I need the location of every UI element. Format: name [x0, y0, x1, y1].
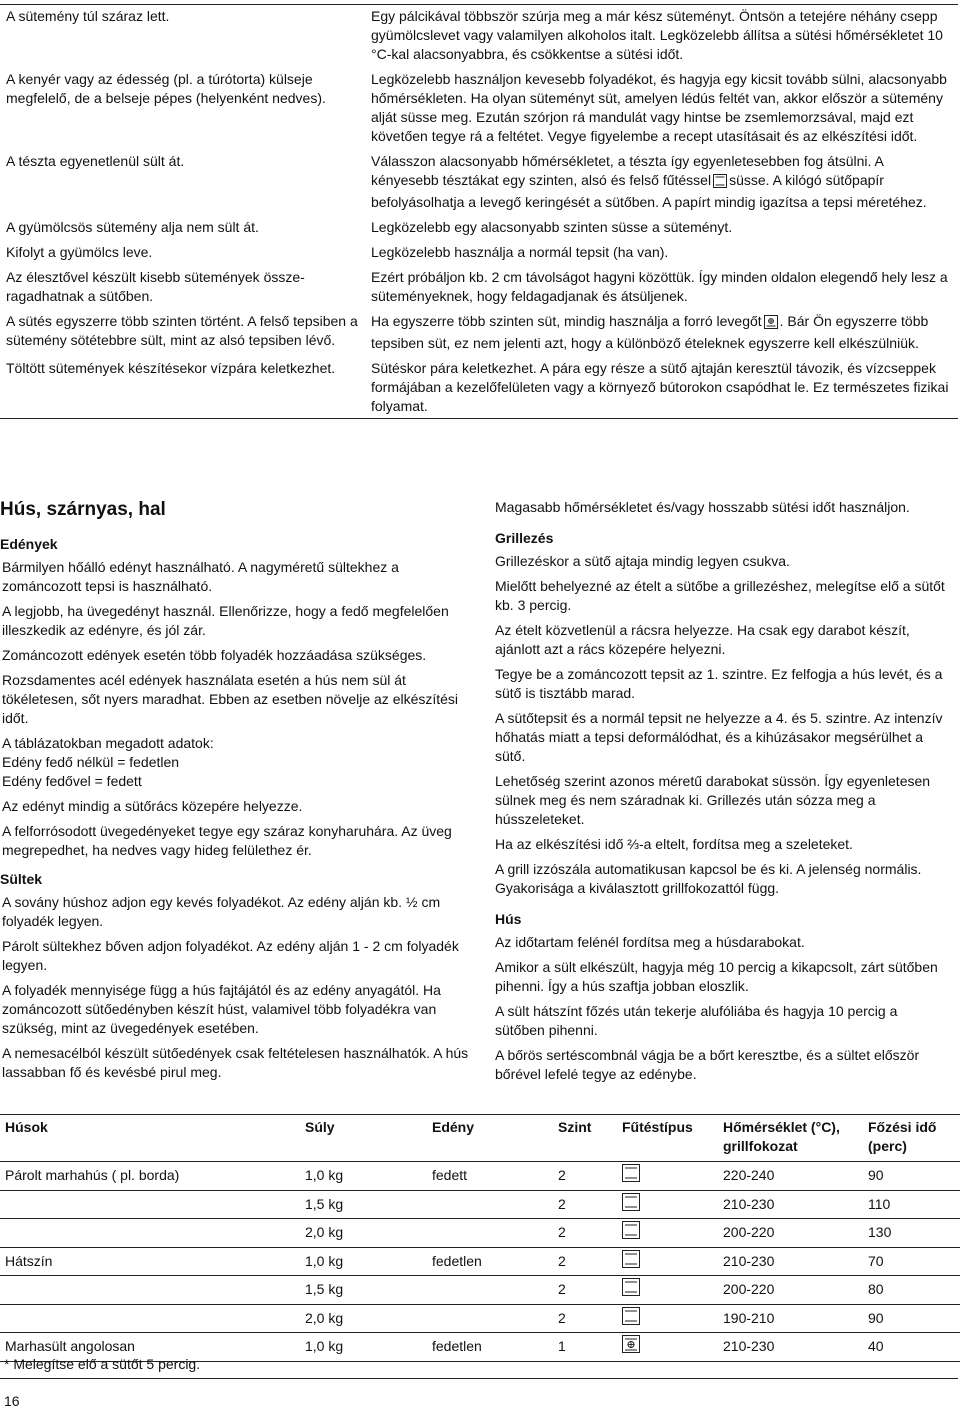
cell-weight: 1,5 kg: [305, 1281, 344, 1298]
paragraph: Ha az elkészítési idő ⅔-a eltelt, fordítsa meg a szeleteket.: [495, 836, 853, 852]
table-row: [0, 312, 958, 359]
top-bottom-heat-icon: [622, 1278, 640, 1301]
cell-time: 80: [868, 1281, 884, 1298]
header-temp: Hőmérséklet (°C), grillfokozat: [723, 1119, 840, 1154]
table-row: [0, 5, 958, 70]
cell-level: 2: [558, 1224, 566, 1241]
cell-temp: 210-230: [723, 1252, 775, 1269]
table-row: [0, 1305, 960, 1334]
table-row: [0, 152, 958, 218]
cell-heating: [617, 1335, 718, 1358]
solution-text-part: Válasszon alacsonyabb hőmérsékletet, a tészta így egyenletesebben fog átsülni. A kényesebb tésztákat egy szinten, alsó és felső fűtéssel: [371, 153, 884, 188]
paragraph: A sütőtepsit és a normál tepsit ne helyezze a 4. és 5. szintre. Az intenzív hőhatás miatt a tepsi deformálódhat, és a kihúzásakor megsérülhet a sütő.: [495, 710, 943, 764]
troubleshooting-table: [0, 4, 958, 419]
problem-text: A sütés egyszerre több szinten történt. A felső tepsiben a sütemény sötétebbre sült, mint az alsó tepsiben lévő.: [6, 313, 358, 348]
cell-time: 130: [868, 1224, 892, 1241]
paragraph: A sült hátszínt főzés után tekerje alufóliába és hagyja 10 percig a sütőben pihenni.: [495, 1003, 898, 1038]
top-bottom-heat-icon: [622, 1307, 640, 1330]
solution-text: Ezért próbáljon kb. 2 cm távolságot hagyni közöttük. Így minden oldalon elegendő hely lesz a süteményeknek, hogy feldagadjanak és átsüljenek.: [371, 269, 948, 304]
solution-text-part: süsse. A kilógó sütőpapír befolyásolhatja a levegő keringését a sütőben. A papírt mindig igazítsa a tepsi méretéhez.: [371, 172, 927, 210]
cell-level: 2: [558, 1281, 566, 1298]
problem-text: A kenyér vagy az édesség (pl. a túrótorta) külseje megfelelő, de a belseje pépes (helyenként nedves).: [6, 71, 326, 106]
cell-weight: 2,0 kg: [305, 1224, 344, 1241]
problem-text: Töltött sütemények készítésekor vízpára keletkezhet.: [6, 360, 336, 376]
cell-level: 2: [558, 1252, 566, 1269]
table-row: [0, 1276, 960, 1305]
subsection-title-sultek: Sültek: [0, 871, 43, 887]
top-bottom-heat-icon: [622, 1193, 640, 1216]
hot-air-icon: [764, 315, 778, 334]
paragraph: A sovány húshoz adjon egy kevés folyadékot. Az edény alján kb. ½ cm folyadék legyen.: [2, 894, 441, 929]
paragraph: Grillezéskor a sütő ajtaja mindig legyen csukva.: [495, 553, 790, 569]
cell-weight: 1,0 kg: [305, 1167, 344, 1184]
cell-time: 90: [868, 1167, 884, 1184]
table-row: [0, 243, 958, 268]
meat-table: [0, 1114, 960, 1362]
paragraph: Az ételt közvetlenül a rácsra helyezze. Ha csak egy darabot készít, ajánlott azt a rács közepére helyezni.: [495, 622, 910, 657]
subsection-title-edenyek: Edények: [0, 536, 58, 552]
table-row: [0, 268, 958, 312]
header-dish: Edény: [432, 1119, 475, 1135]
header-level: Szint: [558, 1119, 592, 1135]
cell-level: 2: [558, 1309, 566, 1326]
problem-text: Az élesztővel készült kisebb sütemények összeragadhatnak a sütőben.: [6, 269, 305, 304]
top-bottom-heat-icon: [713, 174, 727, 193]
paragraph: Rozsdamentes acél edények használata esetén a hús nem sül át tökéletesen, sőt nyers maradhat. Ebben az esetben növelje az elkészítési időt.: [2, 672, 459, 726]
top-bottom-heat-icon: [622, 1250, 640, 1273]
solution-text: Sütéskor pára keletkezhet. A pára egy része a sütő ajtaján keresztül távozik, és vízcseppek formájában a kezelőfelületen vagy a környező bútorokon csapódhat le. Ez természetes fizikai folyamat.: [371, 360, 949, 414]
problem-text: Kifolyt a gyümölcs leve.: [6, 244, 153, 260]
solution-text-part: Ha egyszerre több szinten süt, mindig használja a forró levegőt: [371, 313, 762, 329]
paragraph: A felforrósodott üvegedényeket tegye egy száraz konyharuhára. Az üveg megrepedhet, ha nedves vagy hideg felülethez ér.: [2, 823, 452, 858]
cell-heating: [617, 1164, 718, 1187]
solution-text: Egy pálcikával többször szúrja meg a már kész süteményt. Öntsön a tetejére néhány csepp gyümölcslevet vagy valamilyen alkoholos italt. Legközelebb állítsa a sütési hőmérsékletet 10 °C-kal alacsonyabbra, és csökkentse a sütési időt.: [371, 8, 943, 62]
paragraph: Tegye be a zománcozott tepsit az 1. szintre. Ez felfogja a hús levét, és a sütő is tisztább marad.: [495, 666, 943, 701]
cell-temp: 210-230: [723, 1195, 775, 1212]
paragraph: A bőrös sertéscombnál vágja be a bőrt keresztbe, és a sültet először bőrével lefelé tegye az edénybe.: [495, 1047, 920, 1082]
cell-weight: 1,5 kg: [305, 1195, 344, 1212]
cell-meat: Hátszín: [5, 1252, 53, 1269]
solution-text: [371, 312, 950, 353]
footnote: * Melegítse elő a sütőt 5 percig.: [4, 1356, 201, 1372]
cell-weight: 1,0 kg: [305, 1338, 344, 1355]
table-row: [0, 1248, 960, 1277]
cell-meat: Párolt marhahús ( pl. borda): [5, 1167, 180, 1184]
table-row: [0, 359, 958, 418]
cell-temp: 210-230: [723, 1338, 775, 1355]
paragraph: A grill izzószála automatikusan kapcsol be és ki. A jelenség normális. Gyakorisága a kiválasztott grillfokozattól függ.: [495, 861, 922, 896]
paragraph: Az időtartam felénél fordítsa meg a húsdarabokat.: [495, 934, 805, 950]
top-bottom-heat-icon: [622, 1221, 640, 1244]
footer-divider: [0, 1378, 958, 1379]
problem-text: A sütemény túl száraz lett.: [6, 8, 170, 24]
paragraph: Lehetőség szerint azonos méretű darabokat süssön. Így egyenletesen sülnek meg és nem száradnak ki. Grillezés után sózza meg a hússzeleteket.: [495, 773, 931, 827]
table-row: [0, 70, 958, 152]
cell-heating: [617, 1278, 718, 1301]
cell-dish: fedett: [432, 1167, 468, 1184]
cell-level: 2: [558, 1195, 566, 1212]
subsection-title-grillezes: Grillezés: [495, 530, 554, 546]
paragraph: A nemesacélból készült sütőedények csak feltételesen használhatók. A hús lassabban fő és kevésbé pirul meg.: [2, 1045, 469, 1080]
fan-heat-icon: [622, 1335, 640, 1358]
meat-table-body: [0, 1162, 960, 1362]
cell-heating: [617, 1221, 718, 1244]
cell-time: 40: [868, 1338, 884, 1355]
cell-temp: 200-220: [723, 1281, 775, 1298]
table-info-line: Edény fedő nélkül = fedetlen: [2, 754, 180, 770]
cell-dish: fedetlen: [432, 1252, 482, 1269]
cell-temp: 190-210: [723, 1309, 775, 1326]
header-weight: Súly: [305, 1119, 335, 1135]
header-meat: Húsok: [5, 1119, 48, 1135]
paragraph: Párolt sültekhez bőven adjon folyadékot. Az edény alján 1 - 2 cm folyadék legyen.: [2, 938, 459, 973]
table-info-line: Edény fedővel = fedett: [2, 773, 142, 789]
paragraph: Az edényt mindig a sütőrács közepére helyezze.: [2, 798, 303, 814]
cell-meat: Marhasült angolosan: [5, 1338, 135, 1355]
solution-text-part: . Bár Ön egyszerre több tepsiben süt, ez nem jelenti azt, hogy a különböző ételeknek egyszerre kell elkészülniük.: [371, 313, 929, 351]
paragraph: Mielőtt behelyezné az ételt a sütőbe a grillezéshez, melegítse elő a sütőt kb. 3 percig.: [495, 578, 945, 613]
solution-text: Legközelebb használja a normál tepsit (ha van).: [371, 244, 669, 260]
left-column: [0, 498, 470, 1088]
table-row: [0, 1191, 960, 1220]
table-row: [0, 218, 958, 243]
solution-text: Legközelebb egy alacsonyabb szinten süsse a süteményt.: [371, 219, 733, 235]
header-time: Főzési idő (perc): [868, 1119, 937, 1154]
meat-table-header: [0, 1115, 960, 1162]
section-title: Hús, szárnyas, hal: [0, 499, 166, 520]
cell-heating: [617, 1307, 718, 1330]
paragraph: Magasabb hőmérsékletet és/vagy hosszabb sütési időt használjon.: [495, 499, 910, 515]
subsection-title-hus: Hús: [495, 911, 522, 927]
paragraph: [0, 734, 470, 791]
problem-text: A gyümölcsös sütemény alja nem sült át.: [6, 219, 259, 235]
right-column: [495, 498, 950, 1090]
cell-temp: 200-220: [723, 1224, 775, 1241]
cell-level: 1: [558, 1338, 566, 1355]
cell-weight: 1,0 kg: [305, 1252, 344, 1269]
table-row: [0, 1219, 960, 1248]
solution-text: [371, 152, 950, 212]
page-number: 16: [4, 1393, 20, 1409]
paragraph: Amikor a sült elkészült, hagyja még 10 percig a kikapcsolt, zárt sütőben pihenni. Így a hús szaftja jobban eloszlik.: [495, 959, 938, 994]
cell-dish: fedetlen: [432, 1338, 482, 1355]
problem-text: A tészta egyenetlenül sült át.: [6, 153, 185, 169]
cell-level: 2: [558, 1167, 566, 1184]
cell-weight: 2,0 kg: [305, 1309, 344, 1326]
paragraph: A folyadék mennyisége függ a hús fajtájától és az edény anyagától. Ha zománcozott sütőedényben készít húst, valamivel több folyadékra van szükség, mint az üvegedények esetében.: [2, 982, 441, 1036]
cell-time: 90: [868, 1309, 884, 1326]
cell-time: 110: [868, 1195, 891, 1212]
table-row: [0, 1162, 960, 1191]
cell-temp: 220-240: [723, 1167, 775, 1184]
top-bottom-heat-icon: [622, 1164, 640, 1187]
cell-heating: [617, 1250, 718, 1273]
cell-heating: [617, 1193, 718, 1216]
paragraph: Bármilyen hőálló edényt használható. A nagyméretű sültekhez a zománcozott tepsi is használható.: [2, 559, 399, 594]
paragraph: Zománcozott edények esetén több folyadék hozzáadása szükséges.: [2, 647, 427, 663]
cell-time: 70: [868, 1252, 884, 1269]
solution-text: Legközelebb használjon kevesebb folyadékot, és hagyja egy kicsit tovább sülni, alacsonyabb hőmérsékleten. Ha olyan süteményt süt, amelyen lédús feltét van, akkor először a sütemény alját süsse meg. Ezután szórjon rá mandulát vagy hintse be zsemlemorzsával, majd ezt követően tegye rá a feltétet. Vegye figyelembe a recept utasításait és az elkészítési időt.: [371, 71, 947, 144]
header-heating: Fűtéstípus: [622, 1119, 693, 1135]
table-info-line: A táblázatokban megadott adatok:: [2, 735, 214, 751]
paragraph: A legjobb, ha üvegedényt használ. Ellenőrizze, hogy a fedő megfelelően illeszkedik az edényre, és jól zár.: [2, 603, 449, 638]
